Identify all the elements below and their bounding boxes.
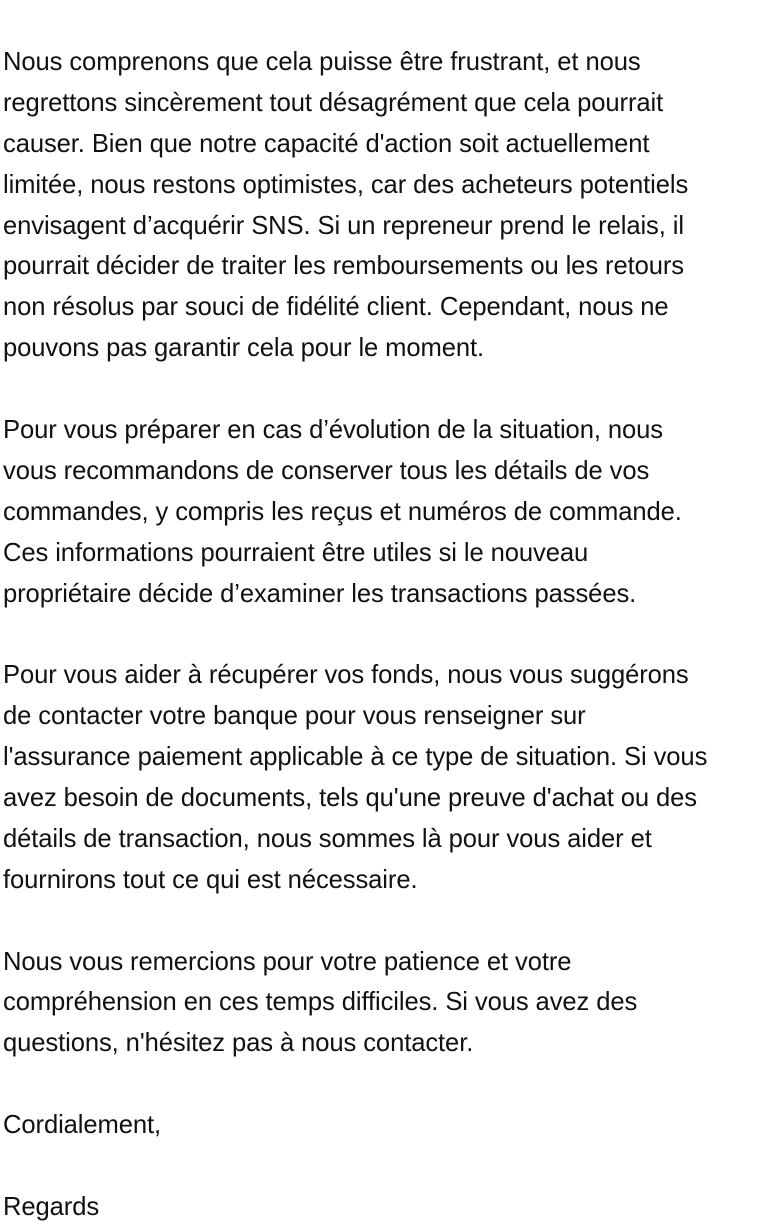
text-line: fournirons tout ce qui est nécessaire. bbox=[3, 865, 418, 894]
text-line: Pour vous préparer en cas d’évolution de la situation, nous bbox=[3, 416, 663, 445]
text-line: Ces informations pourraient être utiles si le nouveau bbox=[3, 538, 589, 567]
text-line: Nous vous remercions pour votre patience et votre bbox=[3, 947, 572, 976]
text-line: l'assurance paiement applicable à ce type de situation. Si vous bbox=[3, 743, 708, 772]
text-line: détails de transaction, nous sommes là pour vous aider et bbox=[3, 824, 652, 853]
closing-block bbox=[3, 1105, 766, 1146]
text-line: pouvons pas garantir cela pour le moment. bbox=[3, 334, 485, 363]
text-line: de contacter votre banque pour vous renseigner sur bbox=[3, 702, 586, 731]
text-line: questions, n'hésitez pas à nous contacter. bbox=[3, 1029, 474, 1058]
signoff-block bbox=[3, 1187, 766, 1228]
text-line: vous recommandons de conserver tous les détails de vos bbox=[3, 456, 650, 485]
paragraph-thanks bbox=[3, 942, 766, 1065]
text-line: non résolus par souci de fidélité client. Cependant, nous ne bbox=[3, 293, 669, 322]
paragraph-bank-advice bbox=[3, 655, 766, 900]
text-line: causer. Bien que notre capacité d'action soit actuellement bbox=[3, 129, 650, 158]
text-line: avez besoin de documents, tels qu'une preuve d'achat ou des bbox=[3, 784, 697, 813]
text-line: Nous comprenons que cela puisse être frustrant, et nous bbox=[3, 48, 641, 76]
text-line: propriétaire décide d’examiner les transactions passées. bbox=[3, 579, 637, 608]
text-line: pourrait décider de traiter les remboursements ou les retours bbox=[3, 252, 684, 281]
text-line: Pour vous aider à récupérer vos fonds, nous vous suggérons bbox=[3, 661, 689, 690]
text-line: commandes, y compris les reçus et numéros de commande. bbox=[3, 497, 682, 526]
paragraph-recommendation bbox=[3, 410, 766, 614]
closing-line: Cordialement, bbox=[3, 1111, 162, 1140]
signoff-line: Regards bbox=[3, 1192, 100, 1221]
text-line: compréhension en ces temps difficiles. Si vous avez des bbox=[3, 988, 638, 1017]
text-line: envisagent d’acquérir SNS. Si un repreneur prend le relais, il bbox=[3, 211, 684, 240]
text-line: limitée, nous restons optimistes, car des acheteurs potentiels bbox=[3, 170, 689, 199]
paragraph-situation bbox=[3, 42, 766, 369]
text-line: regrettons sincèrement tout désagrément que cela pourrait bbox=[3, 88, 664, 117]
